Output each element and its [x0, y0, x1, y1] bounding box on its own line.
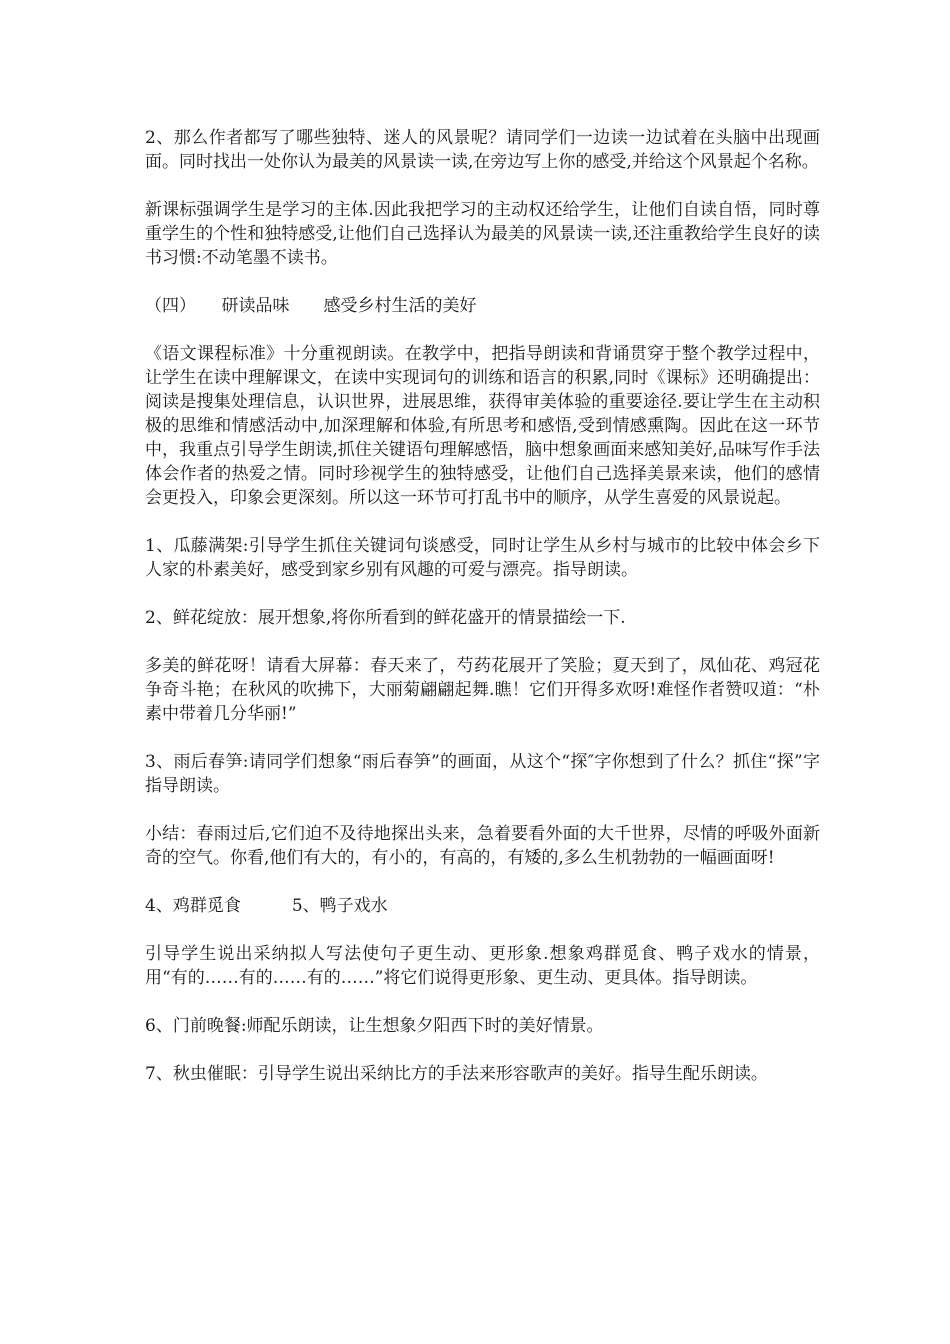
paragraph-chickens-ducks: 4、鸡群觅食 5、鸭子戏水: [145, 896, 388, 916]
paragraph-curriculum-standard: 《语文课程标准》十分重视朗读。在教学中，把指导朗读和背诵贯穿于整个教学过程中，让学生在读中理解课文，在读中实现词句的训练和语言的积累,同时《课标》还明确提出：阅读是搜集处理信息，认识世界，进展思维，获得审美体验的重要途径.要让学生在主动积极的思维和情感活动中,加深理解和体验,有所思考和感悟,受到情感熏陶。因此在这一环节中，我重点引导学生朗读,抓住关键语句理解感悟，脑中想象画面来感知美好,品味写作手法体会作者的热爱之情。同时珍视学生的独特感受，让他们自己选择美景来读，他们的感情会更投入，印象会更深刻。所以这一环节可打乱书中的顺序，从学生喜爱的风景说起。: [145, 344, 820, 508]
paragraph-evening-dinner: 6、门前晚餐:师配乐朗读，让生想象夕阳西下时的美好情景。: [145, 1016, 604, 1036]
section-heading-four: （四） 研读品味 感受乡村生活的美好: [145, 296, 477, 316]
document-body: [145, 126, 820, 1110]
paragraph-bamboo-shoots: 3、雨后春笋:请同学们想象“雨后春笋”的画面，从这个“探″字你想到了什么？抓住“探”字指导朗读。: [145, 752, 820, 796]
paragraph-personification: 引导学生说出采纳拟人写法使句子更生动、更形象.想象鸡群觅食、鸭子戏水的情景，用“有的……有的……有的……”将它们说得更形象、更生动、更具体。指导朗读。: [145, 944, 820, 988]
paragraph-summary: 小结：春雨过后,它们迫不及待地探出头来，急着要看外面的大千世界，尽情的呼吸外面新奇的空气。你看,他们有大的，有小的，有高的，有矮的,多么生机勃勃的一幅画面呀!: [145, 824, 820, 868]
paragraph-beautiful-flowers: 多美的鲜花呀！请看大屏幕：春天来了，芍药花展开了笑脸；夏天到了，凤仙花、鸡冠花争奇斗艳；在秋风的吹拂下，大丽菊翩翩起舞.瞧！它们开得多欢呀!难怪作者赞叹道：“朴素中带着几分华丽!”: [145, 656, 820, 724]
paragraph-melon-vines: 1、瓜藤满架:引导学生抓住关键词句谈感受，同时让学生从乡村与城市的比较中体会乡下人家的朴素美好，感受到家乡别有风趣的可爱与漂亮。指导朗读。: [145, 536, 820, 580]
paragraph-scenery-question: 2、那么作者都写了哪些独特、迷人的风景呢？请同学们一边读一边试着在头脑中出现画面。同时找出一处你认为最美的风景读一读,在旁边写上你的感受,并给这个风景起个名称。: [145, 128, 820, 172]
paragraph-flowers-bloom: 2、鲜花绽放：展开想象,将你所看到的鲜花盛开的情景描绘一下.: [145, 608, 626, 628]
paragraph-new-curriculum: 新课标强调学生是学习的主体.因此我把学习的主动权还给学生，让他们自读自悟，同时尊重学生的个性和独特感受,让他们自己选择认为最美的风景读一读,还注重教给学生良好的读书习惯:不动笔墨不读书。: [145, 200, 820, 268]
paragraph-autumn-insects: 7、秋虫催眠：引导学生说出采纳比方的手法来形容歌声的美好。指导生配乐朗读。: [145, 1064, 768, 1084]
